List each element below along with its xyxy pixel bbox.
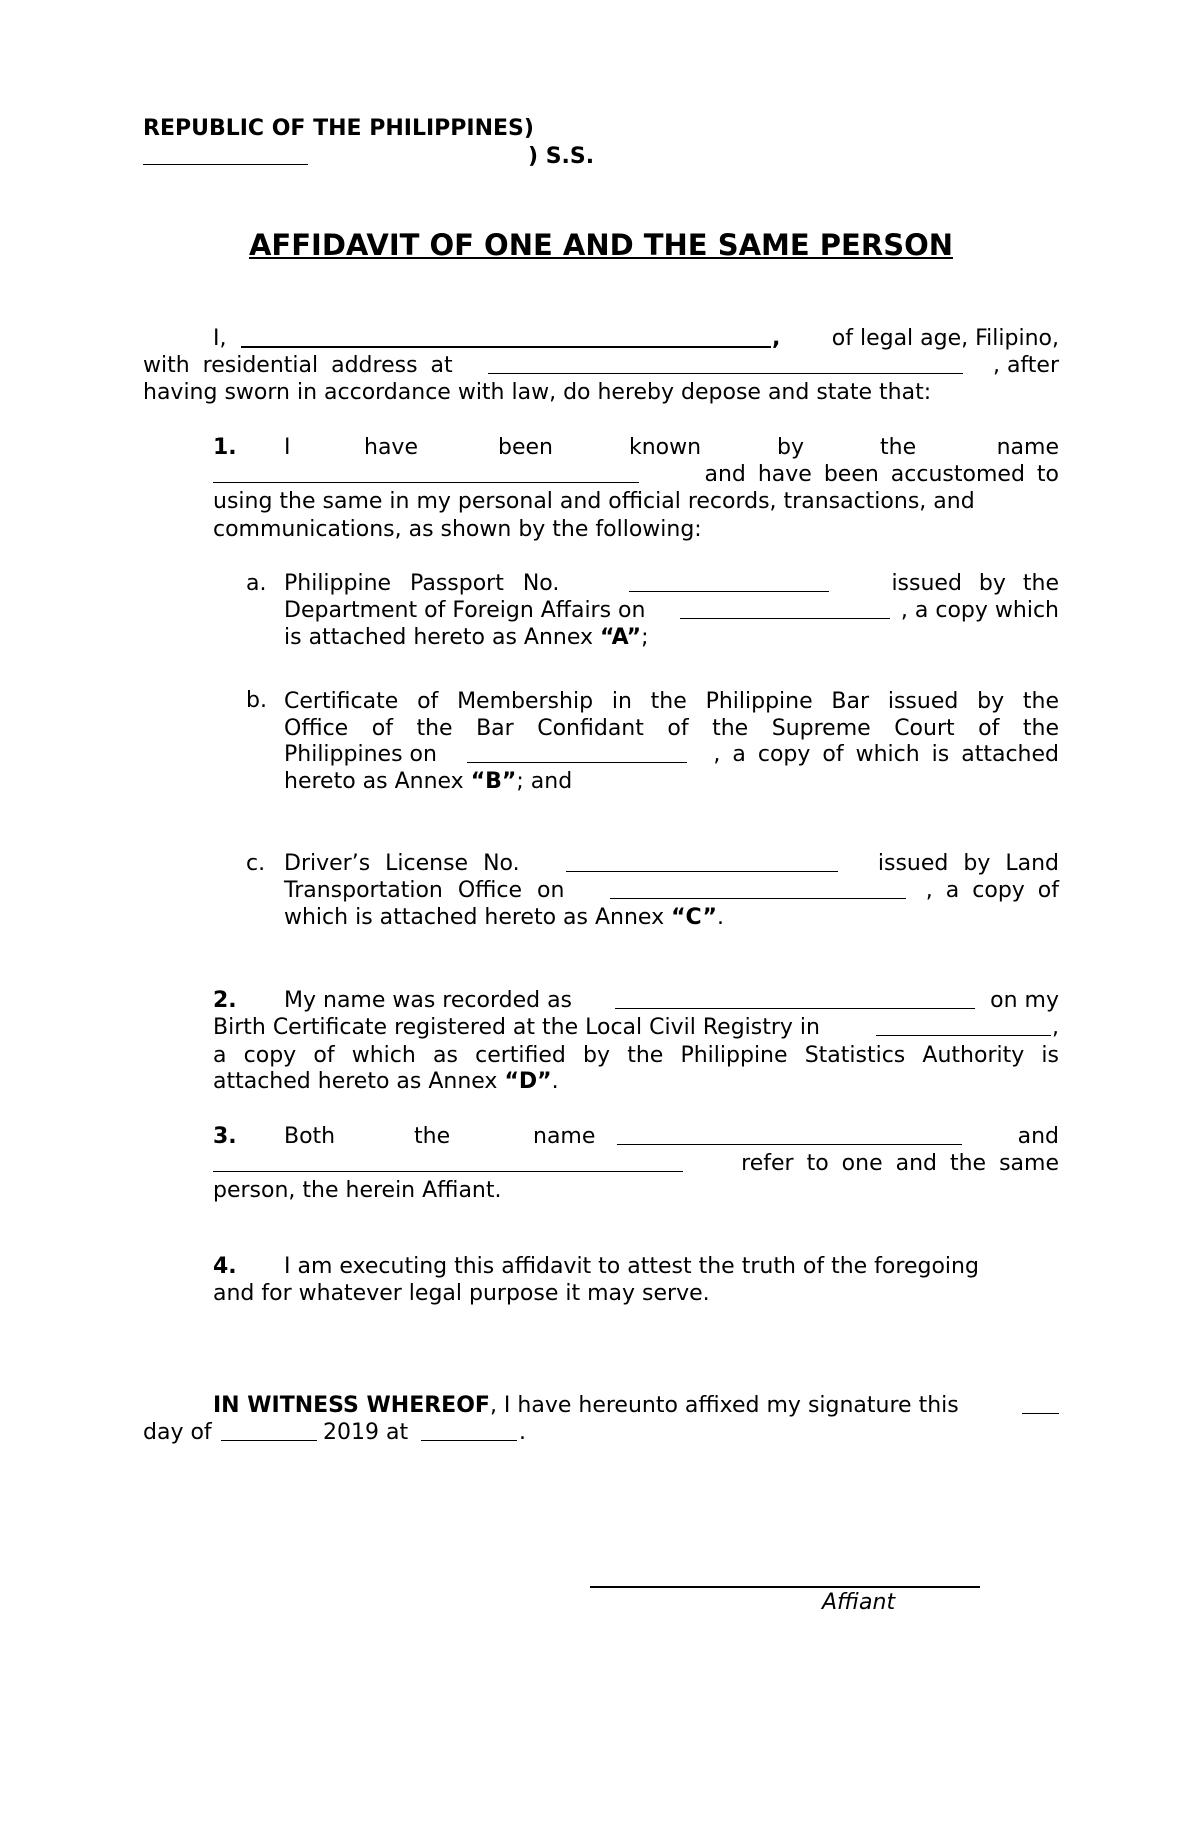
para1-accustomed: and have been accustomed to xyxy=(704,462,1059,487)
item-c-line-1 xyxy=(284,851,1059,878)
item-c-line-3 xyxy=(284,905,724,930)
passport-number-blank[interactable] xyxy=(629,591,829,592)
name-known-blank[interactable] xyxy=(213,482,639,483)
item-b-line-3 xyxy=(284,742,1059,769)
annex-a: “A” xyxy=(600,625,642,650)
para1-word: I xyxy=(284,435,291,460)
item-c-lto: Transportation Office on xyxy=(284,878,565,903)
item-b-copy: , a copy of which is attached xyxy=(713,742,1059,767)
para4-line-1 xyxy=(213,1254,1059,1281)
item-c-line-2 xyxy=(284,878,1059,905)
license-date-blank[interactable] xyxy=(610,898,906,899)
item-c-copy: , a copy of xyxy=(925,878,1059,903)
registry-blank[interactable] xyxy=(876,1035,1051,1036)
para3-and: and xyxy=(1017,1124,1059,1149)
item-a-issued: issued by the xyxy=(891,571,1059,596)
para1-number: 1. xyxy=(213,435,237,460)
para2-punct: . xyxy=(551,1069,559,1094)
witness-whereof: IN WITNESS WHEREOF xyxy=(213,1393,490,1418)
para3-line-1 xyxy=(213,1124,1059,1151)
item-a-punct: ; xyxy=(641,625,649,650)
item-c-punct: . xyxy=(716,905,724,930)
place-blank[interactable] xyxy=(421,1440,517,1441)
para4-number: 4. xyxy=(213,1254,237,1279)
para2-birth: Birth Certificate registered at the Local Civil Registry in xyxy=(213,1015,820,1040)
para1-word: the xyxy=(880,435,917,460)
witness-line-1 xyxy=(143,1393,1059,1420)
para1-line-3: using the same in my personal and official records, transactions, and xyxy=(213,489,975,514)
intro-after: , after xyxy=(992,353,1059,378)
para1-line-2 xyxy=(213,462,1059,489)
para2-on-my: on my xyxy=(990,988,1059,1013)
para1-line-1 xyxy=(213,435,1059,462)
item-a-attached: is attached hereto as Annex xyxy=(284,625,601,650)
para1-word: been xyxy=(498,435,553,460)
item-c-which: which is attached hereto as Annex xyxy=(284,905,672,930)
birth-name-blank[interactable] xyxy=(615,1008,975,1009)
para1-word: name xyxy=(996,435,1059,460)
item-a-line-2 xyxy=(284,598,1059,625)
para2-line-1 xyxy=(213,988,1059,1015)
para3-line-3: person, the herein Affiant. xyxy=(213,1178,502,1203)
venue-republic: REPUBLIC OF THE PHILIPPINES) xyxy=(143,116,534,141)
intro-residential: with residential address at xyxy=(143,353,453,378)
para1-word: have xyxy=(364,435,418,460)
address-blank[interactable] xyxy=(488,373,963,374)
para3-word: the xyxy=(414,1124,451,1149)
intro-line-2 xyxy=(143,353,1059,380)
intro-comma: , xyxy=(772,326,781,351)
para1-line-4: communications, as shown by the following: xyxy=(213,517,702,542)
item-c-marker: c. xyxy=(246,851,266,876)
para2-recorded: My name was recorded as xyxy=(284,988,573,1013)
signature-line[interactable] xyxy=(590,1586,980,1588)
item-b-marker: b. xyxy=(246,688,267,713)
witness-day-of: day of xyxy=(143,1420,212,1445)
item-a-dfa: Department of Foreign Affairs on xyxy=(284,598,646,623)
para1-word: by xyxy=(777,435,804,460)
venue-ss: ) S.S. xyxy=(528,144,595,169)
para1-word: known xyxy=(629,435,702,460)
item-b-line-4 xyxy=(284,769,572,794)
page-title: AFFIDAVIT OF ONE AND THE SAME PERSON xyxy=(248,228,954,262)
day-blank[interactable] xyxy=(1022,1413,1059,1414)
item-b-line-1: Certificate of Membership in the Philippine Bar issued by the xyxy=(284,689,1059,714)
affiant-label: Affiant xyxy=(822,1590,896,1615)
witness-text xyxy=(213,1393,959,1418)
annex-b: “B” xyxy=(470,769,517,794)
item-b-hereto: hereto as Annex xyxy=(284,769,471,794)
intro-legal-age: of legal age, Filipino, xyxy=(831,326,1059,351)
venue-blank xyxy=(143,164,308,165)
para2-attached: attached hereto as Annex xyxy=(213,1069,505,1094)
month-blank[interactable] xyxy=(221,1440,317,1441)
item-a-copy: , a copy which xyxy=(900,598,1059,623)
para3-number: 3. xyxy=(213,1124,237,1149)
witness-year: 2019 at xyxy=(323,1420,409,1445)
intro-line-3: having sworn in accordance with law, do hereby depose and state that: xyxy=(143,380,932,405)
witness-period: . xyxy=(519,1420,526,1445)
annex-d: “D” xyxy=(504,1069,552,1094)
item-a-line-1 xyxy=(284,571,1059,598)
para3-word: Both xyxy=(284,1124,336,1149)
intro-line-1 xyxy=(143,326,1059,353)
item-a-line-3 xyxy=(284,625,649,650)
annex-c: “C” xyxy=(671,905,717,930)
item-a-marker: a. xyxy=(246,571,267,596)
license-number-blank[interactable] xyxy=(566,871,838,872)
witness-rest: , I have hereunto affixed my signature this xyxy=(489,1393,959,1418)
intro-i: I, xyxy=(213,326,227,351)
para2-line-3: a copy of which as certified by the Philippine Statistics Authority is xyxy=(213,1043,1059,1068)
para3-refer: refer to one and the same xyxy=(741,1151,1059,1176)
passport-date-blank[interactable] xyxy=(680,618,890,619)
para3-word: name xyxy=(533,1124,596,1149)
item-b-phil: Philippines on xyxy=(284,742,437,767)
item-b-line-2: Office of the Bar Confidant of the Supreme Court of the xyxy=(284,716,1059,741)
first-name-blank[interactable] xyxy=(617,1144,962,1145)
item-c-issued: issued by Land xyxy=(877,851,1059,876)
item-a-passport: Philippine Passport No. xyxy=(284,571,560,596)
para2-line-4 xyxy=(213,1069,559,1094)
para2-line-2 xyxy=(213,1015,1059,1042)
affiant-name-blank[interactable] xyxy=(241,346,771,348)
para2-comma: , xyxy=(1052,1015,1059,1040)
para2-number: 2. xyxy=(213,988,237,1013)
item-b-punct: ; and xyxy=(516,769,573,794)
item-c-license: Driver’s License No. xyxy=(284,851,520,876)
para4-line-2: and for whatever legal purpose it may serve. xyxy=(213,1281,710,1306)
second-name-blank[interactable] xyxy=(213,1171,683,1172)
para4-text: I am executing this affidavit to attest the truth of the foregoing xyxy=(284,1254,979,1279)
witness-line-2 xyxy=(143,1420,1059,1447)
para3-line-2 xyxy=(213,1151,1059,1178)
bar-date-blank[interactable] xyxy=(467,762,687,763)
